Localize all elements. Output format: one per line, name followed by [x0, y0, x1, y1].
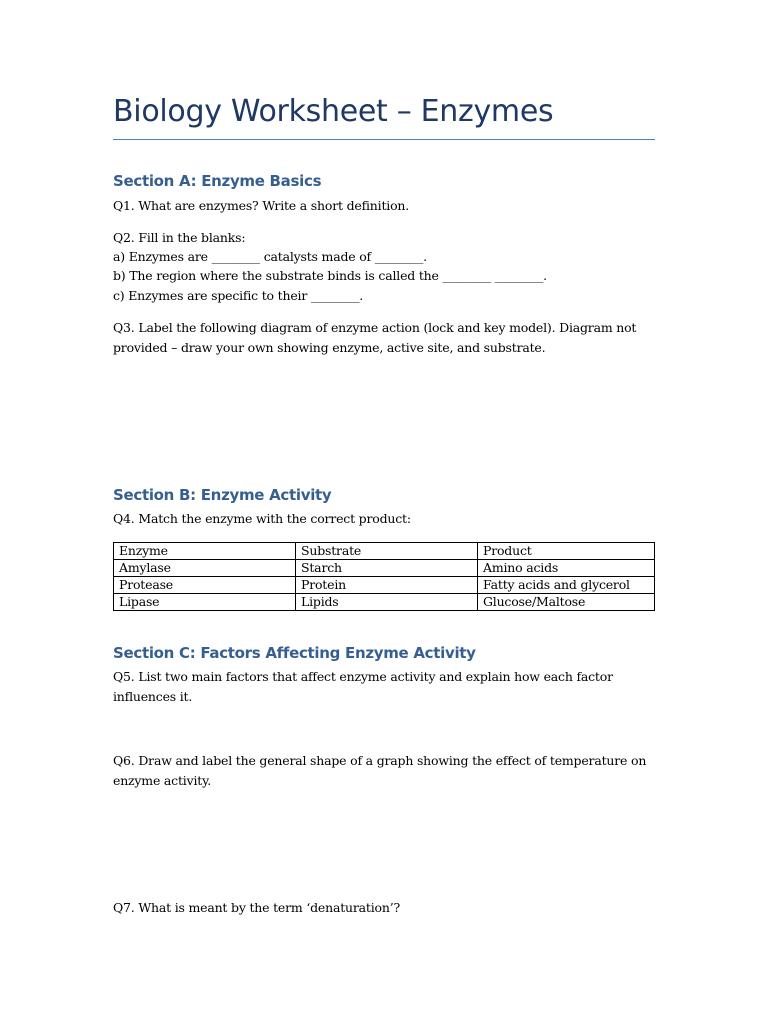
table-header-row	[114, 543, 655, 560]
table-cell: Product	[478, 543, 655, 560]
table-cell: Starch	[296, 560, 478, 577]
table-cell: Lipase	[114, 594, 296, 611]
document-title: Biology Worksheet – Enzymes	[113, 94, 554, 129]
question-7: Q7. What is meant by the term ‘denaturation’?	[113, 900, 400, 915]
table-cell: Fatty acids and glycerol	[478, 577, 655, 594]
question-2c: c) Enzymes are specific to their ________.	[113, 288, 364, 303]
section-c-heading: Section C: Factors Affecting Enzyme Activity	[113, 644, 476, 662]
section-b-heading: Section B: Enzyme Activity	[113, 486, 332, 504]
table-cell: Protease	[114, 577, 296, 594]
question-6: Q6. Draw and label the general shape of a graph showing the effect of temperature on enzyme activity.	[113, 753, 647, 788]
question-4: Q4. Match the enzyme with the correct product:	[113, 511, 411, 526]
table-cell: Amino acids	[478, 560, 655, 577]
question-2b: b) The region where the substrate binds is called the ________ ________.	[113, 268, 547, 283]
table-row	[114, 560, 655, 577]
table-cell: Substrate	[296, 543, 478, 560]
table-row	[114, 594, 655, 611]
table-cell: Enzyme	[114, 543, 296, 560]
question-3: Q3. Label the following diagram of enzyme action (lock and key model). Diagram not provided – draw your own showing enzyme, active site, and substrate.	[113, 320, 637, 355]
table-cell: Glucose/Maltose	[478, 594, 655, 611]
question-2a: a) Enzymes are ________ catalysts made of ________.	[113, 249, 427, 264]
table-row	[114, 577, 655, 594]
table-cell: Lipids	[296, 594, 478, 611]
question-1: Q1. What are enzymes? Write a short definition.	[113, 198, 410, 213]
title-underline	[113, 139, 655, 140]
table-cell: Protein	[296, 577, 478, 594]
table-cell: Amylase	[114, 560, 296, 577]
question-2-prompt: Q2. Fill in the blanks:	[113, 230, 246, 245]
enzyme-match-table	[113, 542, 655, 611]
section-a-heading: Section A: Enzyme Basics	[113, 172, 322, 190]
question-5: Q5. List two main factors that affect enzyme activity and explain how each factor influences it.	[113, 669, 613, 704]
